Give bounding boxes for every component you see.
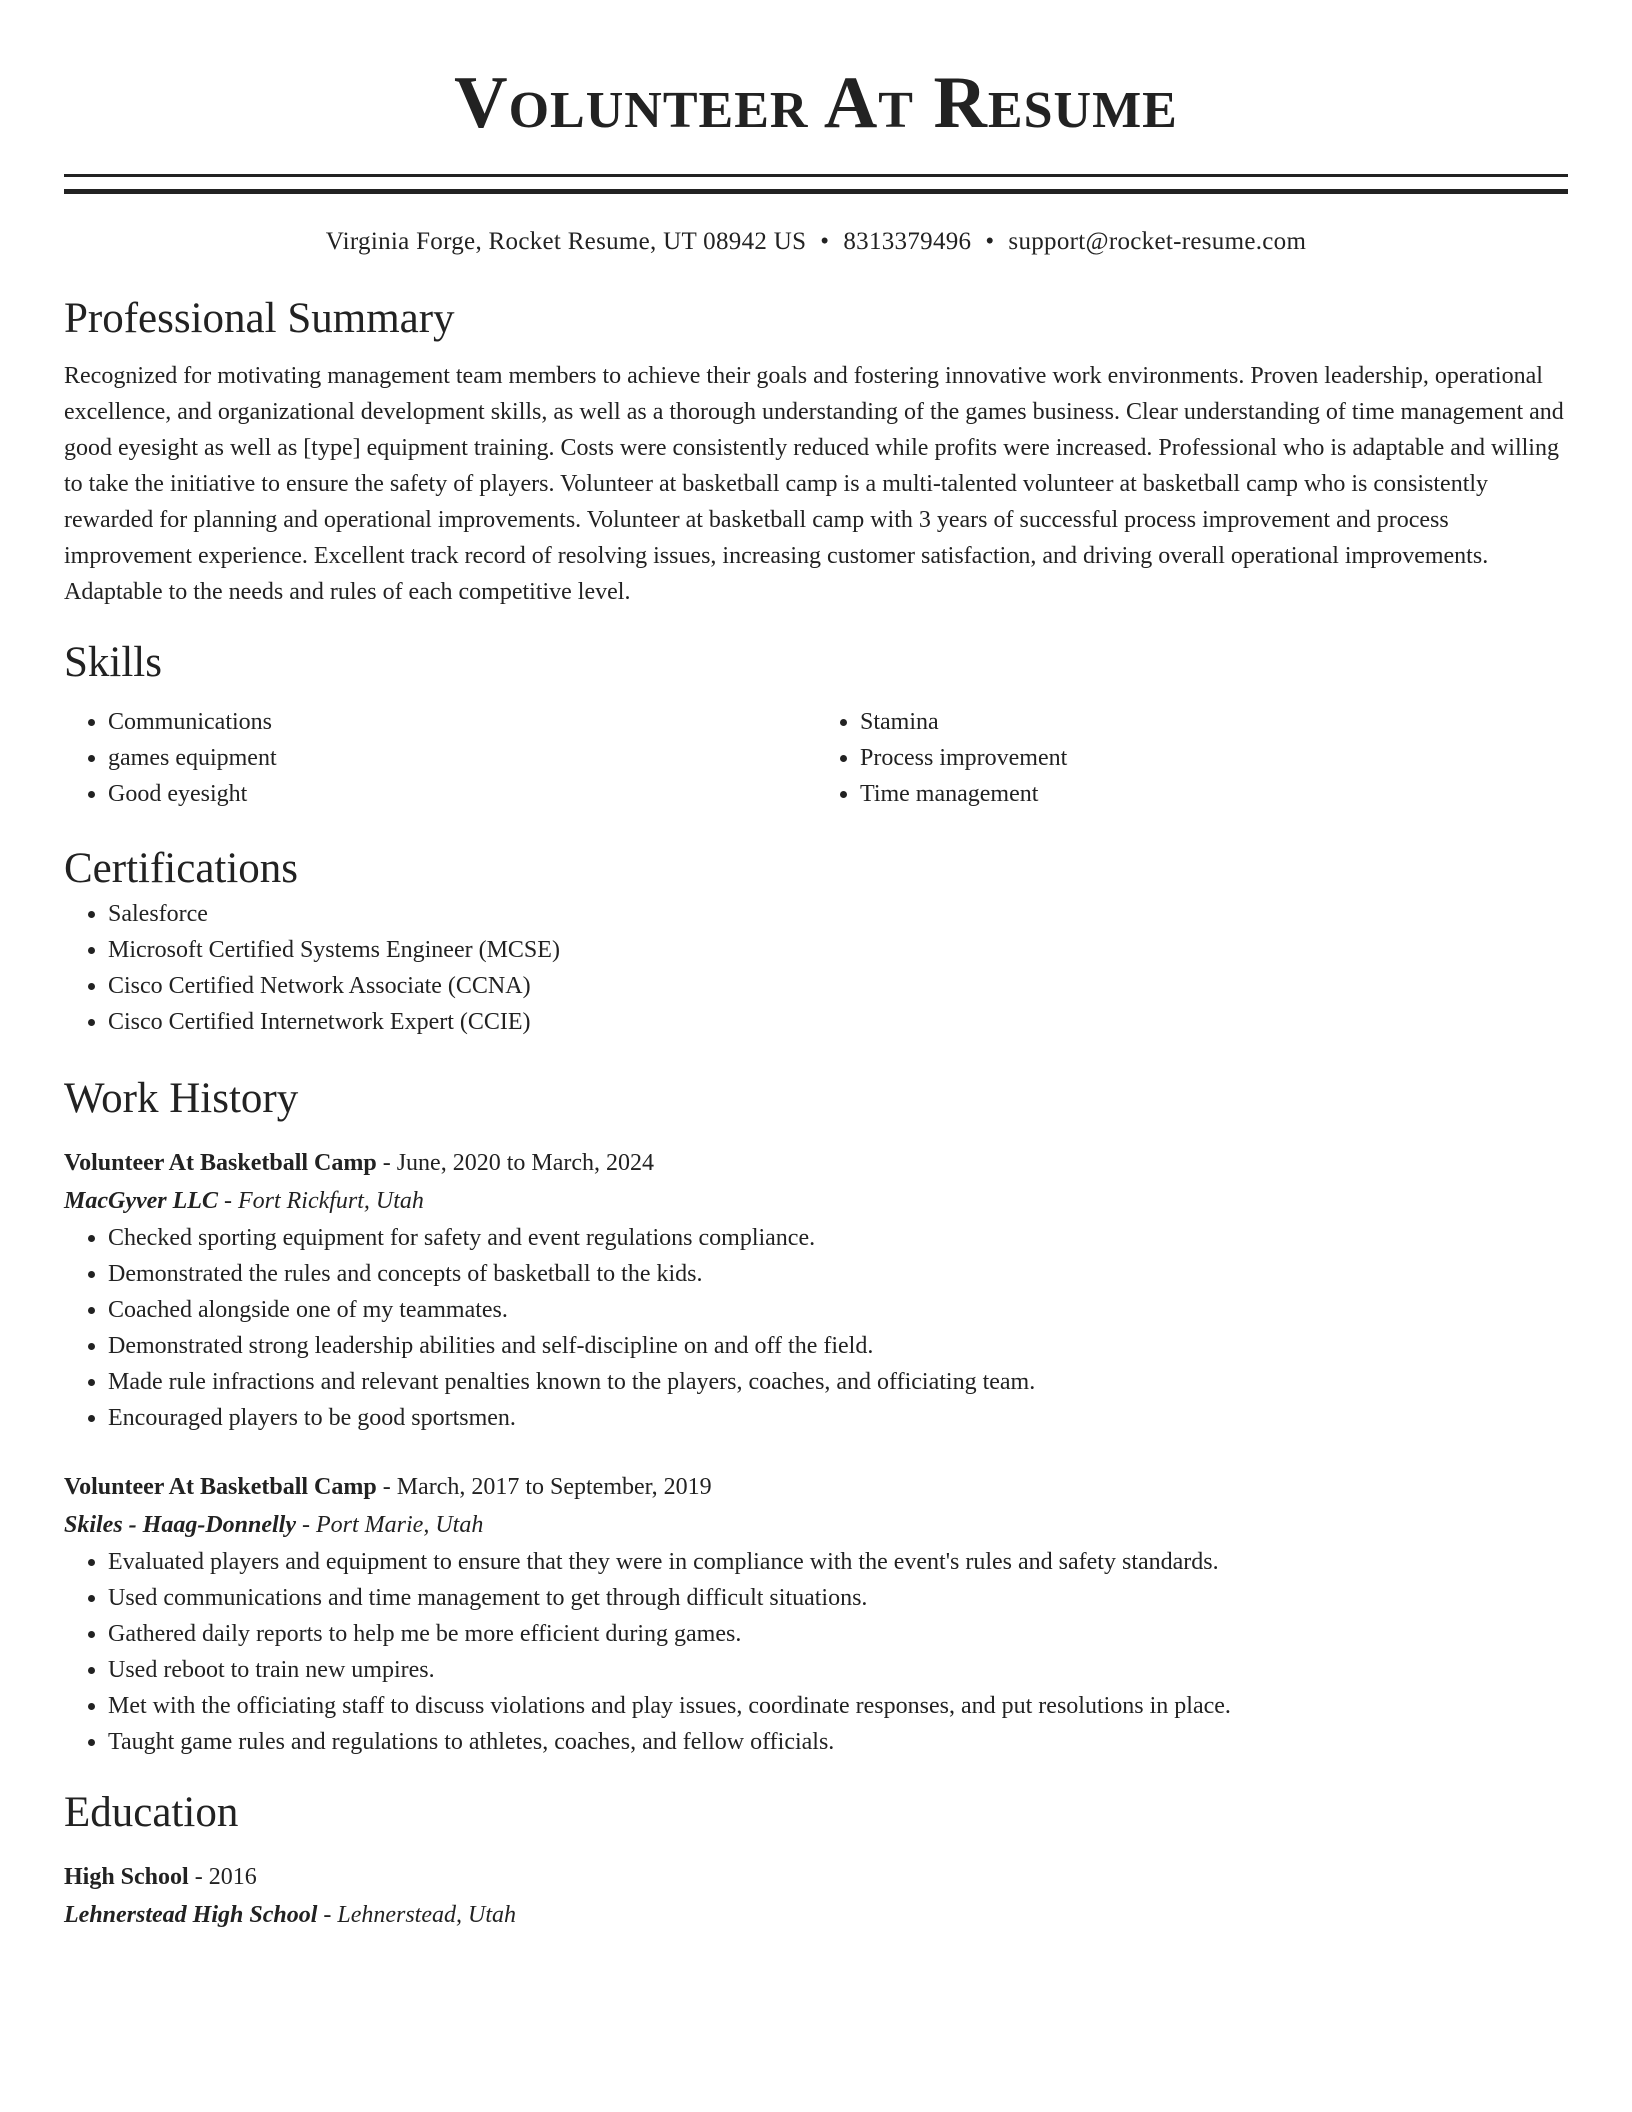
job-bullet: • Used communications and time management to get through difficult situations. (108, 1580, 1568, 1616)
job-dates: - June, 2020 to March, 2024 (376, 1150, 654, 1176)
job-bullet: • Demonstrated the rules and concepts of basketball to the kids. (108, 1256, 1568, 1292)
certification-item: • Microsoft Certified Systems Engineer (MCSE) (108, 932, 1568, 968)
job-bullet: • Met with the officiating staff to discuss violations and play issues, coordinate responses, and put resolutions in place. (108, 1688, 1568, 1724)
skills-heading: Skills (64, 639, 162, 686)
job-bullets (64, 1220, 1568, 1436)
education-location: - Lehnerstead, Utah (317, 1902, 517, 1928)
skills-grid (64, 704, 1568, 812)
job-title: Volunteer At Basketball Camp (64, 1474, 377, 1500)
certifications-list (64, 896, 1568, 1040)
contact-phone: 8313379496 (843, 228, 972, 255)
job-bullet: • Gathered daily reports to help me be more efficient during games. (108, 1616, 1568, 1652)
job-bullet: • Coached alongside one of my teammates. (108, 1292, 1568, 1328)
job-company-line (64, 1182, 1568, 1220)
job-bullet: • Checked sporting equipment for safety and event regulations compliance. (108, 1220, 1568, 1256)
skill-item: • Communications (108, 704, 816, 740)
education-school: Lehnerstead High School (64, 1902, 318, 1928)
work-history-heading: Work History (64, 1075, 299, 1122)
skills-column-right (816, 704, 1568, 812)
certification-item: • Salesforce (108, 896, 1568, 932)
job-bullet: • Used reboot to train new umpires. (108, 1652, 1568, 1688)
contact-separator: • (985, 228, 995, 255)
job-dates: - March, 2017 to September, 2019 (376, 1474, 712, 1500)
education-degree: High School (64, 1864, 189, 1890)
job-bullet: • Encouraged players to be good sportsmen. (108, 1400, 1568, 1436)
job-company-line (64, 1506, 1568, 1544)
skill-item: • Stamina (860, 704, 1568, 740)
skill-item: • Process improvement (860, 740, 1568, 776)
job-header (64, 1468, 1568, 1506)
job-header (64, 1144, 1568, 1182)
contact-address: Virginia Forge, Rocket Resume, UT 08942 US (325, 228, 807, 255)
summary-heading: Professional Summary (64, 295, 455, 342)
education-year: - 2016 (188, 1864, 257, 1890)
certifications-heading: Certifications (64, 845, 299, 892)
job-bullets (64, 1544, 1568, 1760)
header-double-rule (64, 174, 1568, 194)
education-school-line (64, 1896, 1568, 1934)
resume-name: Volunteer At Resume (454, 62, 1178, 144)
summary-text: Recognized for motivating management team members to achieve their goals and fostering innovative work environments. Proven leadership, operational excellence, and organizational development skills, as well as a thorough understanding of the games business. Clear understanding of time management and good eyesight as well as [type] equipment training. Costs were consistently reduced while profits were increased. Professional who is adaptable and willing to take the initiative to ensure the safety of players. Volunteer at basketball camp is a multi-talented volunteer at basketball camp who is consistently rewarded for planning and operational improvements. Volunteer at basketball camp with 3 years of successful process improvement and process improvement experience. Excellent track record of resolving issues, increasing customer satisfaction, and driving overall operational improvements. Adaptable to the needs and rules of each competitive level. (64, 363, 1564, 605)
job-bullet: • Demonstrated strong leadership abilities and self-discipline on and off the field. (108, 1328, 1568, 1364)
job-company: Skiles - Haag-Donnelly (64, 1512, 296, 1538)
skills-list-left (64, 704, 816, 812)
skills-list-right (816, 704, 1568, 812)
job-bullet: • Taught game rules and regulations to athletes, coaches, and fellow officials. (108, 1724, 1568, 1760)
skill-item: • games equipment (108, 740, 816, 776)
job-location: - Fort Rickfurt, Utah (217, 1188, 424, 1214)
education-header (64, 1858, 1568, 1896)
contact-line (64, 226, 1568, 258)
contact-email: support@rocket-resume.com (1008, 228, 1307, 255)
skill-item: • Good eyesight (108, 776, 816, 812)
contact-separator: • (820, 228, 830, 255)
job-company: MacGyver LLC (64, 1188, 218, 1214)
education-heading: Education (64, 1789, 239, 1836)
certification-item: • Cisco Certified Internetwork Expert (CCIE) (108, 1004, 1568, 1040)
job-location: - Port Marie, Utah (296, 1512, 484, 1538)
skills-column-left (64, 704, 816, 812)
job-bullet: • Evaluated players and equipment to ensure that they were in compliance with the event's rules and safety standards. (108, 1544, 1568, 1580)
job-bullet: • Made rule infractions and relevant penalties known to the players, coaches, and officiating team. (108, 1364, 1568, 1400)
job-title: Volunteer At Basketball Camp (64, 1150, 377, 1176)
skill-item: • Time management (860, 776, 1568, 812)
certification-item: • Cisco Certified Network Associate (CCNA) (108, 968, 1568, 1004)
